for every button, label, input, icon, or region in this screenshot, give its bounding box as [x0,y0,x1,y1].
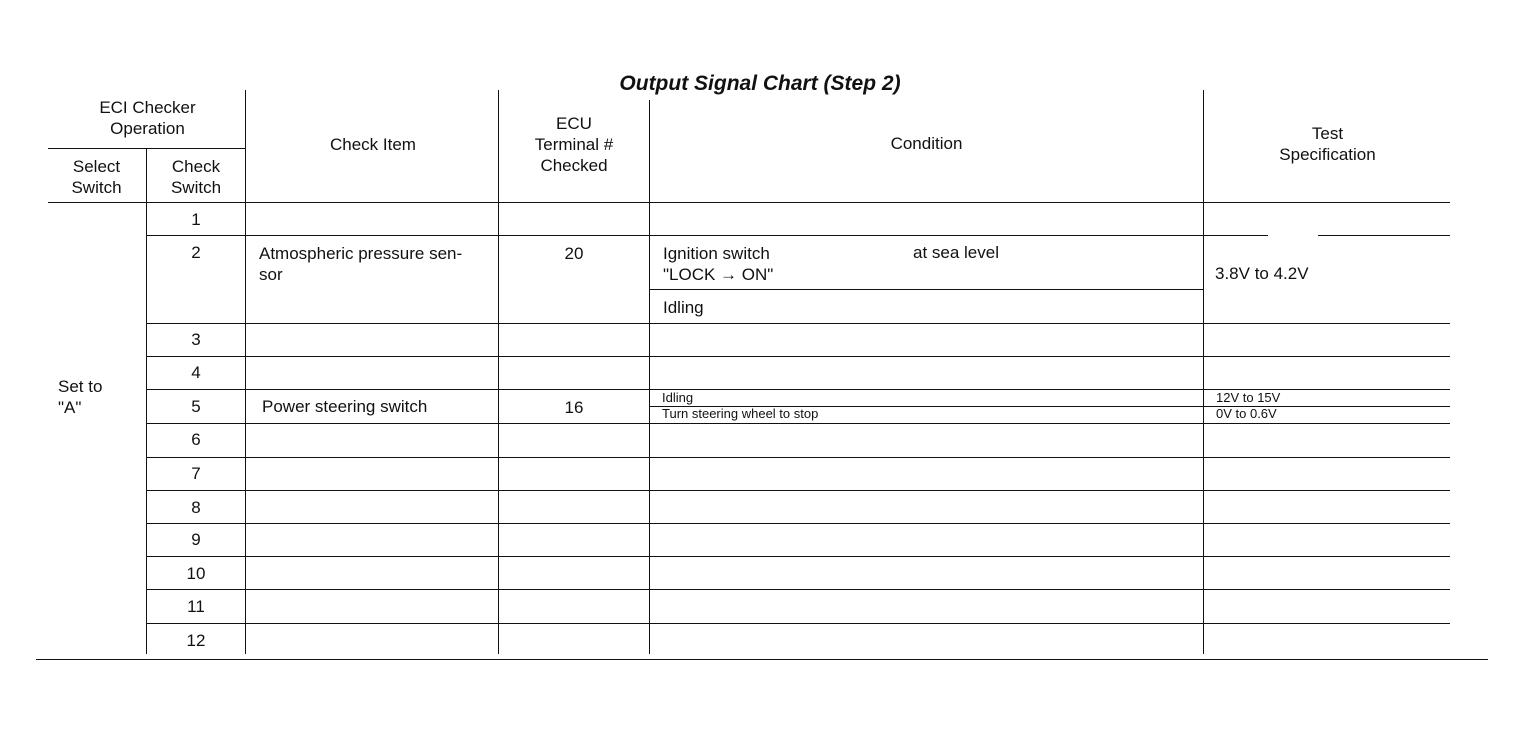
header-condition: Condition [890,134,963,153]
table-divider [649,289,1204,290]
table-divider [146,356,1450,357]
table-bottom-rule [36,659,1488,660]
check-switch-number: 8 [191,498,201,517]
table-divider [146,623,1450,624]
table-divider [498,90,499,654]
header-spec-line-1: Test [1311,124,1344,143]
check-switch-number: 3 [191,330,201,349]
header-ecu-terminal [499,113,649,176]
table-divider [146,148,147,654]
check-switch-number: 1 [191,210,201,229]
select-switch-line-1: Set to [58,377,103,396]
table-divider [1318,235,1450,236]
table-divider [146,490,1450,491]
row5-specification-2: 0V to 0.6V [1216,406,1277,421]
table-divider [146,323,1450,324]
check-switch-number: 12 [186,631,206,650]
row5-check-item: Power steering switch [262,397,428,416]
header-check-switch [146,156,246,198]
header-check-item: Check Item [330,135,416,154]
row5-condition-idling: Idling [662,390,694,405]
header-select-switch [48,156,145,198]
table-divider [146,235,1268,236]
check-switch-number: 2 [191,243,201,262]
table-divider [146,523,1450,524]
chart-title: Output Signal Chart (Step 2) [619,72,901,95]
header-eci-line-1: ECI Checker [99,98,196,117]
check-switch-number: 5 [191,397,201,416]
row5-condition-turn: Turn steering wheel to stop [662,406,819,421]
select-switch-line-2: "A" [58,398,82,417]
check-switch-number: 10 [186,564,206,583]
row2-condition-line-2: "LOCK → ON" [663,265,774,284]
header-check-line-2: Switch [170,178,222,197]
table-divider [245,90,246,654]
check-switch-number: 4 [191,363,201,382]
check-switch-number: 6 [191,430,201,449]
row2-condition-ignition [663,243,773,285]
header-ecu-line-2: Terminal # [534,135,614,154]
table-divider [146,389,1450,390]
table-divider [1203,90,1204,654]
header-spec-line-2: Specification [1279,145,1376,164]
header-select-line-1: Select [72,157,121,176]
header-eci-checker-operation [50,97,245,139]
header-ecu-line-3: Checked [540,156,608,175]
table-divider [649,100,650,654]
row5-ecu-terminal: 16 [564,398,584,417]
check-switch-number: 11 [187,597,205,616]
row2-check-item [259,243,494,285]
select-switch-value [58,376,102,418]
table-divider [48,202,1450,203]
row2-condition-note: at sea level [913,243,999,262]
table-divider [146,589,1450,590]
row5-specification-1: 12V to 15V [1216,390,1281,405]
header-select-line-2: Switch [71,178,122,197]
table-divider [146,556,1450,557]
row2-condition-line-1: Ignition switch [663,244,770,263]
row2-check-item-line-2: sor [259,265,283,284]
row2-condition-idling: Idling [663,298,704,317]
row2-specification: 3.8V to 4.2V [1215,264,1309,283]
table-divider [146,423,1450,424]
row2-check-item-line-1: Atmospheric pressure sen- [259,244,463,263]
table-divider [48,148,246,149]
table-divider [649,406,1450,407]
header-test-specification [1205,123,1450,165]
header-eci-line-2: Operation [110,119,185,138]
header-check-line-1: Check [171,157,221,176]
row2-ecu-terminal: 20 [564,244,584,263]
table-divider [146,457,1450,458]
check-switch-number: 7 [191,464,201,483]
header-ecu-line-1: ECU [556,114,592,133]
check-switch-number: 9 [191,530,201,549]
